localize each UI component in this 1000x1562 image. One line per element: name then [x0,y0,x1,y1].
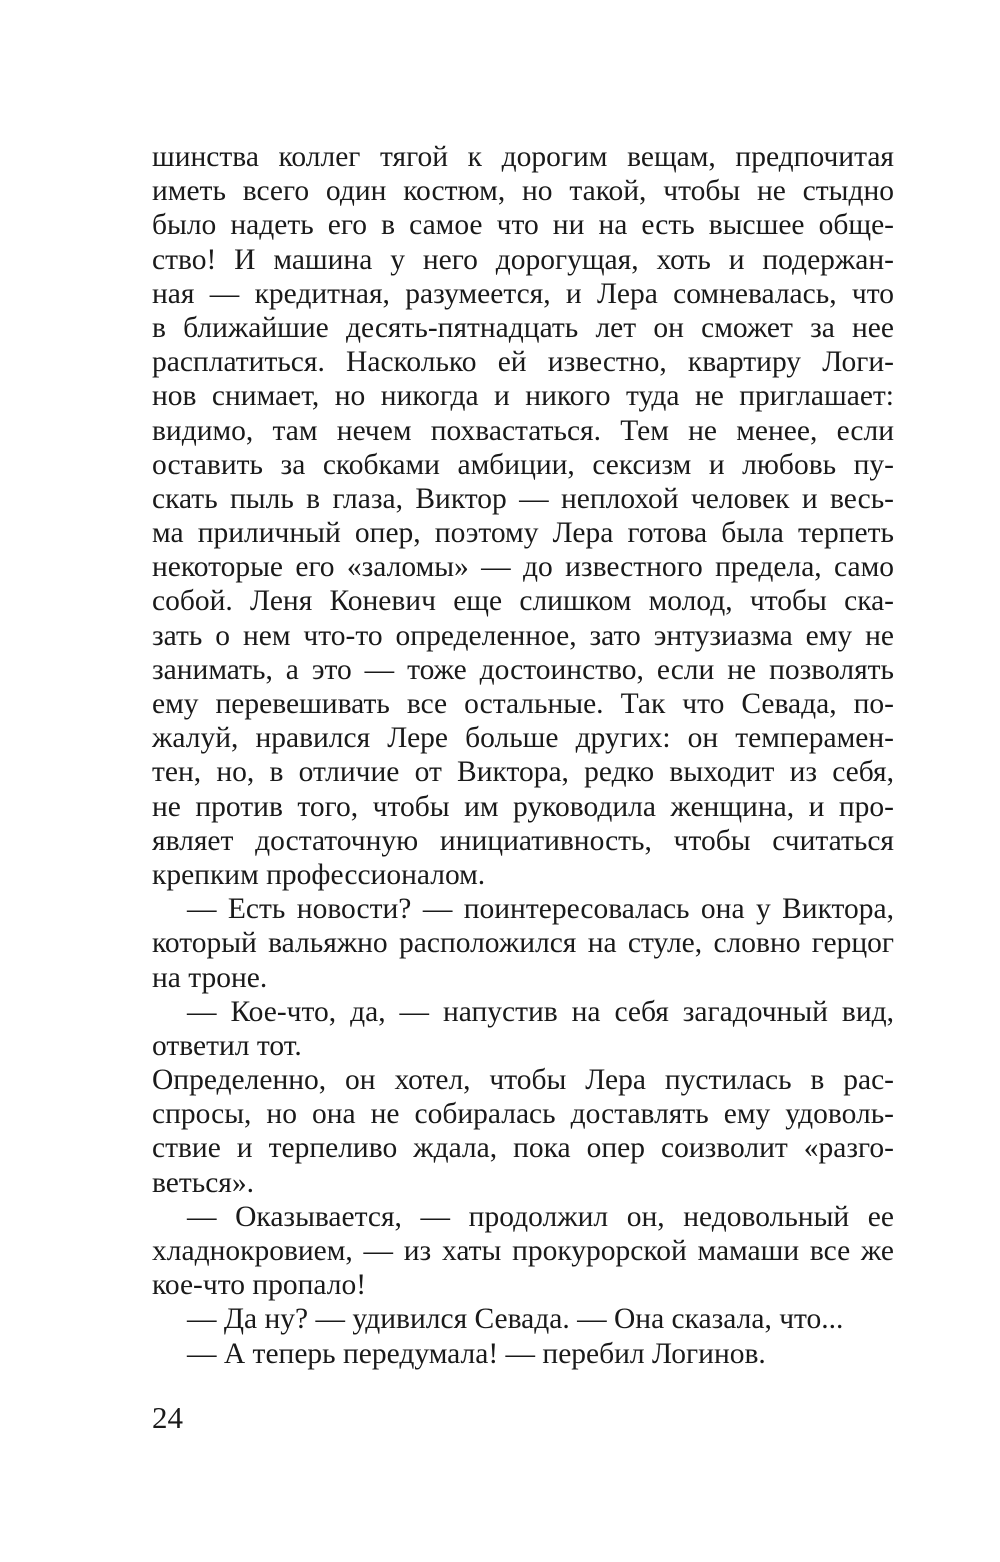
text-line: ство! И машина у него дорогущая, хоть и подержан- [152,243,894,276]
text-line: — Есть новости? — поинтересовалась она у Виктора, [187,893,894,926]
text-line: который вальяжно расположился на стуле, словно герцог [152,927,894,960]
text-line: веться». [152,1166,254,1199]
text-line: занимать, а это — тоже достоинство, если не позволять [152,653,894,686]
text-line: ему перевешивать все остальные. Так что Севада, по- [152,688,894,720]
text-line: — Да ну? — удивился Севада. — Она сказала, что... [187,1303,844,1336]
text-line: расплатиться. Насколько ей известно, квартиру Логи- [152,346,894,379]
text-line: видимо, там нечем похвастаться. Тем не менее, если [152,414,894,447]
text-line: ная — кредитная, разумеется, и Лера сомневалась, что [152,277,894,310]
text-line: в ближайшие десять-пятнадцать лет он сможет за нее [152,311,894,344]
text-line: зать о нем что-то определенное, зато энтузиазма ему не [152,619,894,652]
text-line: иметь всего один костюм, но такой, чтобы не стыдно [152,175,894,208]
text-line: кое-что пропало! [152,1269,367,1302]
book-page-text [152,140,894,1371]
text-line: скать пыль в глаза, Виктор — неплохой человек и весь- [152,482,894,515]
text-line: крепким профессионалом. [152,858,486,891]
text-line: хладнокровием, — из хаты прокурорской мамаши все же [152,1235,894,1267]
text-line: на троне. [152,961,268,994]
text-line: не против того, чтобы им руководила женщина, и про- [152,790,894,823]
page-number: 24 [152,1400,183,1435]
text-line: собой. Леня Коневич еще слишком молод, чтобы ска- [152,585,894,618]
text-line: спросы, но она не собиралась доставлять ему удоволь- [152,1098,894,1131]
text-line: было надеть его в самое что ни на есть высшее обще- [152,209,894,242]
text-line: ма приличный опер, поэтому Лера готова была терпеть [152,517,894,550]
text-line: оставить за скобками амбиции, сексизм и любовь пу- [152,448,894,481]
text-line: ответил тот. [152,1029,302,1062]
text-line: — Кое-что, да, — напустив на себя загадочный вид, [187,995,894,1028]
text-line: — А теперь передумала! — перебил Логинов. [187,1337,766,1370]
text-line: тен, но, в отличие от Виктора, редко выходит из себя, [152,756,894,789]
text-line: жалуй, нравился Лере больше других: он темперамен- [152,722,894,755]
text-line: ствие и терпеливо ждала, пока опер соизволит «разго- [152,1132,894,1165]
text-line: являет достаточную инициативность, чтобы считаться [152,824,894,857]
text-line: шинства коллег тягой к дорогим вещам, предпочитая [152,141,894,173]
text-line: нов снимает, но никогда и никого туда не приглашает: [152,380,894,413]
text-line: некоторые его «заломы» — до известного предела, само [152,551,894,584]
text-line: Определенно, он хотел, чтобы Лера пустилась в рас- [152,1064,894,1097]
text-line: — Оказывается, — продолжил он, недовольный ее [187,1200,894,1233]
